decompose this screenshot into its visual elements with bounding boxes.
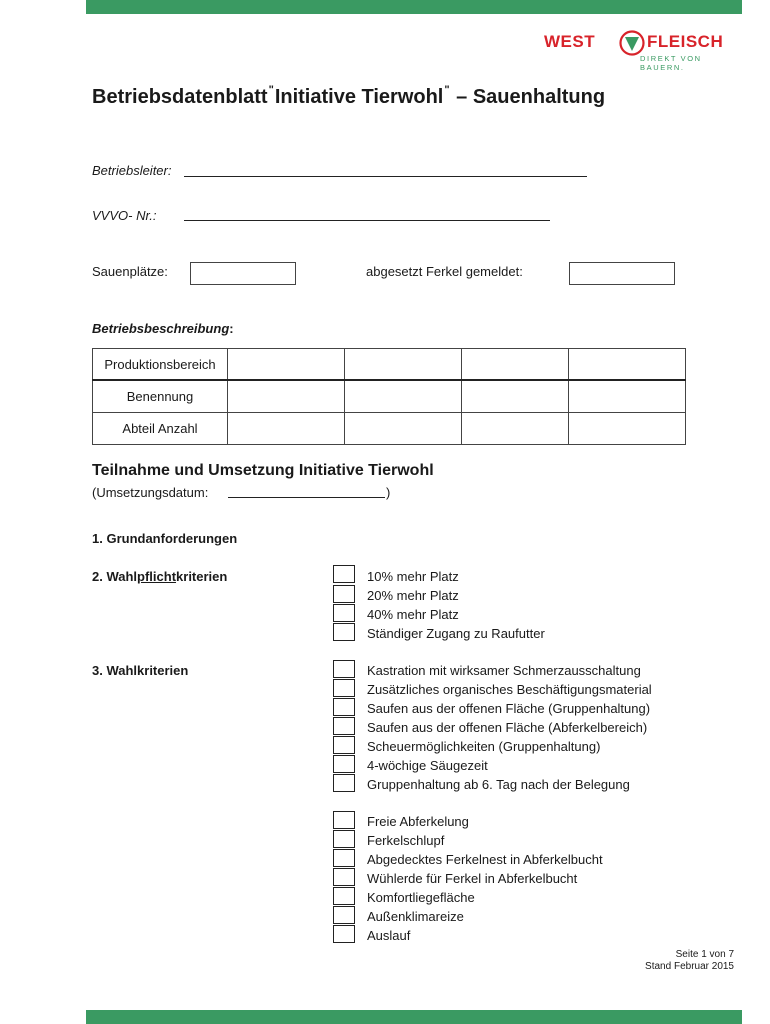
ferkel-label: abgesetzt Ferkel gemeldet: [366,264,523,279]
option-label: Auslauf [367,928,411,943]
checkbox-saufen-abferkelbereich[interactable] [333,717,355,735]
row-header: Produktionsbereich [93,349,228,381]
vvvo-field[interactable] [184,220,550,221]
section-wahlkriterien: 3. Wahlkriterien [92,663,189,678]
page-title [92,84,605,109]
table-cell[interactable] [569,413,686,445]
checkbox-beschaeftigungsmaterial[interactable] [333,679,355,697]
option-label: Außenklimareize [367,909,464,924]
betriebsbeschreibung-table [92,348,686,445]
row-header: Benennung [93,380,228,413]
ferkel-field[interactable] [569,262,675,285]
option-label: Komfortliegefläche [367,890,475,905]
betriebsbeschreibung-heading-text: Betriebsbeschreibung [92,321,230,336]
checkbox-20-mehr-platz[interactable] [333,585,355,603]
table-cell[interactable] [462,349,569,381]
table-cell[interactable] [345,380,462,413]
option-label: Freie Abferkelung [367,814,469,829]
title-name: Initiative Tierwohl [274,86,444,108]
option-label: Abgedecktes Ferkelnest in Abferkelbucht [367,852,603,867]
checkbox-ferkelnest[interactable] [333,849,355,867]
checkbox-kastration[interactable] [333,660,355,678]
wahlpflicht-part-a: 2. Wahl [92,569,138,584]
logo-emblem-icon [619,30,645,56]
table-cell[interactable] [345,413,462,445]
checkbox-10-mehr-platz[interactable] [333,565,355,583]
umsetzungsdatum-label: (Umsetzungsdatum: [92,485,209,500]
westfleisch-logo [544,30,744,70]
table-cell[interactable] [228,413,345,445]
row-header: Abteil Anzahl [93,413,228,445]
option-label: Ferkelschlupf [367,833,445,848]
section-wahlpflichtkriterien [92,569,227,584]
checkbox-auslauf[interactable] [333,925,355,943]
table-row [93,349,686,381]
title-prefix: Betriebsdatenblatt [92,86,268,108]
table-cell[interactable] [228,380,345,413]
umsetzungsdatum-field[interactable] [228,497,385,498]
checkbox-ferkelschlupf[interactable] [333,830,355,848]
sauenplaetze-label: Sauenplätze: [92,264,168,279]
vvvo-label: VVVO- Nr.: [92,208,157,223]
title-suffix: – Sauenhaltung [456,86,606,108]
logo-tagline: DIREKT VON BAUERN. [640,54,702,72]
checkbox-scheuermoeglichkeiten[interactable] [333,736,355,754]
teilnahme-heading: Teilnahme und Umsetzung Initiative Tierwohl [92,462,434,479]
logo-word-west: WEST [544,32,596,51]
table-cell[interactable] [569,380,686,413]
table-row [93,413,686,445]
bottom-color-bar [86,1010,742,1024]
checkbox-raufutter[interactable] [333,623,355,641]
document-date: Stand Februar 2015 [645,961,734,972]
table-cell[interactable] [462,380,569,413]
option-label: 4-wöchige Säugezeit [367,758,488,773]
table-cell[interactable] [462,413,569,445]
sauenplaetze-field[interactable] [190,262,296,285]
page-number: Seite 1 von 7 [675,949,734,960]
checkbox-gruppenhaltung-belegung[interactable] [333,774,355,792]
option-label: Kastration mit wirksamer Schmerzausschaltung [367,663,641,678]
option-label: Gruppenhaltung ab 6. Tag nach der Belegung [367,777,630,792]
betriebsleiter-field[interactable] [184,176,587,177]
betriebsbeschreibung-heading [92,321,234,336]
top-color-bar [86,0,742,14]
wahlpflicht-part-b: pflicht [137,569,177,584]
checkbox-saeugezeit[interactable] [333,755,355,773]
option-label: 20% mehr Platz [367,588,459,603]
betriebsleiter-label: Betriebsleiter: [92,163,172,178]
option-label: Ständiger Zugang zu Raufutter [367,626,545,641]
table-cell[interactable] [345,349,462,381]
option-label: Saufen aus der offenen Fläche (Abferkelbereich) [367,720,648,735]
umsetzungsdatum-close: ) [386,485,391,500]
table-cell[interactable] [569,349,686,381]
checkbox-40-mehr-platz[interactable] [333,604,355,622]
title-quote-close: " [444,84,450,96]
page-footer [645,949,734,973]
title-quote-open: " [268,84,274,96]
checkbox-saufen-gruppenhaltung[interactable] [333,698,355,716]
section-grundanforderungen: 1. Grundanforderungen [92,531,238,546]
option-label: 40% mehr Platz [367,607,459,622]
checkbox-freie-abferkelung[interactable] [333,811,355,829]
option-label: Wühlerde für Ferkel in Abferkelbucht [367,871,578,886]
option-label: Zusätzliches organisches Beschäftigungsmaterial [367,682,652,697]
option-label: 10% mehr Platz [367,569,459,584]
checkbox-komfortliegeflaeche[interactable] [333,887,355,905]
table-row [93,380,686,413]
logo-word-fleisch: FLEISCH [647,32,724,51]
option-label: Scheuermöglichkeiten (Gruppenhaltung) [367,739,601,754]
option-label: Saufen aus der offenen Fläche (Gruppenhaltung) [367,701,651,716]
checkbox-aussenklimareize[interactable] [333,906,355,924]
wahlpflicht-part-c: kriterien [176,569,228,584]
betriebsbeschreibung-heading-colon: : [229,321,234,336]
checkbox-wuehlerde[interactable] [333,868,355,886]
table-cell[interactable] [228,349,345,381]
